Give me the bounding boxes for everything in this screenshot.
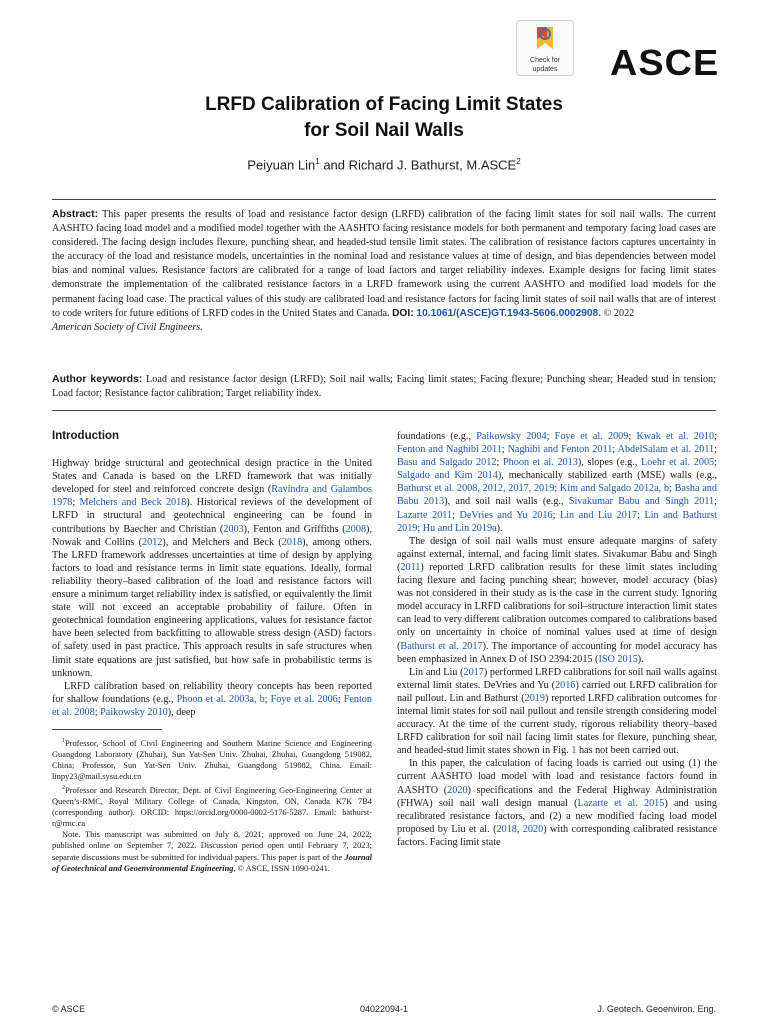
citation-link[interactable]: 2003 xyxy=(223,523,244,535)
badge-line-2: updates xyxy=(532,66,558,73)
note-text: , © ASCE, ISSN 1090-0241. xyxy=(233,863,330,873)
journal-name: Journal of Geotechnical and Geoenvironmental Engineering xyxy=(52,852,372,873)
text: ). xyxy=(496,522,503,534)
asce-logo: ASCE xyxy=(610,42,720,83)
citation-link[interactable]: Fenton et al. 2008 xyxy=(52,693,372,718)
keywords-label: Author keywords: xyxy=(52,373,143,385)
paragraph-1 xyxy=(52,457,372,680)
text: ), Nowak and Collins ( xyxy=(52,523,372,548)
text: ) with corresponding calibrated resistance factors. Facing limit state xyxy=(397,823,718,848)
paragraph-continued: foundations (e.g., Paikowsky 2004; Foye et al. 2009; Kwak et al. 2010; Fenton and Naghibi 2011; Naghibi and Fenton 2011; AbdelSalam et al. 2011; Basu and Salgado 2012; Phoon et al. 2013), slopes (e.g., Loehr et al. 2005; Salgado and Kim 2014), mechanically stabilized earth (MSE) walls (e.g., Bathurst et al. 2008, 2012, 2017, 2019; Kim and Salgado 2012a, b; Basha and Babu 2013), and soil nail walls (e.g., Sivakumar Babu and Singh 2011; Lazarte 2011; DeVries and Yu 2016; Lin and Liu 2017; Lin and Bathurst 2019; Hu and Lin 2019a). xyxy=(397,431,717,534)
text: ) carried out LRFD calibration for nail pullout. Lin and Bathurst ( xyxy=(397,679,718,704)
paragraph-2 xyxy=(52,680,372,719)
text: ), Fenton and Griffiths ( xyxy=(243,523,346,535)
citation-link[interactable]: 2008 xyxy=(345,523,367,535)
keywords-rule xyxy=(52,410,716,411)
author-keywords xyxy=(52,372,716,401)
footnote-2 xyxy=(52,783,372,830)
text: ). The importance of accounting for model accuracy has been emphasized in Annex D of ISO 2394:2015 ( xyxy=(397,640,717,665)
copyright: © 2022 xyxy=(601,307,635,319)
footnote-text: Professor, School of Civil Engineering and Southern Marine Science and Engineering Guangdong Laboratory (Zhuhai), Sun Yat-Sen Univ. Zhuhai, Zhuhai, Guangdong 519082, China; Professor, Sun Yat-Sen Univ. Zhuhai, Guangdong 519082, China. Email: linpy23@mail.sysu.edu.cn xyxy=(52,738,372,782)
author-1-sup: 1 xyxy=(315,157,320,166)
paragraph-5: In this paper, the calculation of facing loads is carried out using (1) the current AASHTO load model with load and resistance factors found in AASHTO (2020) specifications and the Federal Highway Administration (FHWA) soil nail wall design manual (Lazarte et al. 2015) and using recalibrated resistance factors, and (2) a new modified facing load model proposed by Liu et al. (2018, 2020) with corresponding calibrated resistance factors. Facing limit state xyxy=(397,758,718,848)
text: ) reported LRFD calibration outcomes for internal limit states for soil nail pullout and tensile strength considering model accuracy. At the time of the current study, rigorous reliability theory–based LRFD calibration for soil nail facing limit states for flexure, punching shear, and headed-stud limit states shown in Fig. xyxy=(397,692,717,757)
citation-link[interactable]: Loehr et al. 2005 xyxy=(641,457,715,469)
doi-label: DOI: xyxy=(392,307,414,319)
text: ) reported LRFD calibration results for these limit states including facing flexure and facing punching shear; however, model accuracy (bias) was not considered in their study as is the case in the current study. Ignoring model accuracy in LRFD calibrations for soil–structure interaction limit states can lead to very different calibration outcomes compared to calibrations based only on uncertainty in choice of nominal values used at time of design ( xyxy=(397,561,717,652)
text: ), and soil nail walls (e.g., xyxy=(444,496,569,508)
right-column xyxy=(397,430,717,849)
text: ; xyxy=(264,693,271,705)
check-for-updates-badge[interactable] xyxy=(516,20,574,76)
citation-link[interactable]: AbdelSalam et al. 2011 xyxy=(617,444,715,456)
citation-link[interactable]: Lazarte 2011 xyxy=(397,509,453,521)
text: Highway bridge structural and geotechnical design practice in the United States and Canada is based on the LRFD framework that was initially developed for steel and reinforced concrete design ( xyxy=(52,458,372,496)
footnote-rule xyxy=(52,729,162,730)
citation-link[interactable]: DeVries and Yu 2016 xyxy=(459,509,553,521)
citation-link[interactable]: Hu and Lin 2019a xyxy=(422,522,497,534)
text: ) and using recalibrated resistance factors, and (2) a new modified facing load model proposed by Liu et al. ( xyxy=(397,797,717,835)
section-heading-introduction: Introduction xyxy=(52,430,120,442)
text: LRFD calibration based on reliability theory concepts has been reported for shallow foundations (e.g., xyxy=(52,680,372,705)
citation-link[interactable]: Phoon et al. 2003a, b xyxy=(176,693,265,705)
top-rule xyxy=(52,199,716,200)
citation-link[interactable]: Lin and Bathurst 2019 xyxy=(397,509,717,534)
footer-journal: J. Geotech. Geoenviron. Eng. xyxy=(597,1004,716,1014)
paragraph-3 xyxy=(397,535,717,666)
citation-link[interactable]: 2018 xyxy=(281,536,303,548)
text: ), among others. The LRFD framework addresses uncertainties at time of design by applying factors to load and resistance terms in limit state equations. Ideally, formal reliability theory–based calibration of the load and resistance factors will ensure a minimum target reliability index is satisfied, or equivalently the limit state will not exceed an acceptable probability of failure. Often in geotechnical foundation engineering applications, values for resistance factor have been selected from backfitting to allowable stress design (ASD) factors of safety used in past practice. This approach results in safe structures when limit state equations are just satisfied, but how safe in probabilistic terms is unknown. xyxy=(52,536,372,679)
citation-link[interactable]: Paikowsky 2010 xyxy=(100,706,168,718)
text: ), deep xyxy=(167,706,196,718)
footnote-marker: 2 xyxy=(62,784,65,791)
footnote-1 xyxy=(52,736,372,783)
citation-link[interactable]: Paikowsky 2004 xyxy=(476,431,547,442)
left-column xyxy=(52,430,372,874)
citation-link[interactable]: Bathurst et al. 2017 xyxy=(400,640,483,652)
author-2-sup: 2 xyxy=(516,157,521,166)
footer-article-number: 04022094-1 xyxy=(359,1004,409,1014)
citation-link[interactable]: Sivakumar Babu and Singh 2011 xyxy=(568,496,715,508)
text: ), mechanically stabilized earth (MSE) walls (e.g., xyxy=(497,470,717,482)
citation-link[interactable]: Bathurst et al. 2008, 2012, 2017, 2019 xyxy=(397,483,555,495)
citation-link[interactable]: Kwak et al. 2010 xyxy=(636,431,715,442)
citation-link[interactable]: Fenton and Naghibi 2011 xyxy=(397,444,502,456)
footer-copyright: © ASCE xyxy=(52,1004,86,1014)
footnote-text: Professor and Research Director, Dept. of Civil Engineering Geo-Engineering Center at Queen’s-RMC, Royal Military College of Canada, Kingston, ON, Canada K7K 7B4 (corresponding author). ORCID: https://orcid.org/0000-0002-5176-5287. Email: bathurst-r@rmc.ca xyxy=(52,785,372,828)
citation-link[interactable]: ISO 2015 xyxy=(598,653,638,665)
text: ; xyxy=(94,706,101,718)
citation-link[interactable]: 2020 xyxy=(522,823,544,835)
citation-link[interactable]: Lazarte et al. 2015 xyxy=(577,797,665,809)
citation-link[interactable]: 2018 xyxy=(496,823,517,835)
paper-title xyxy=(0,92,768,144)
text: Lin and Liu ( xyxy=(409,666,464,678)
text: ), slopes (e.g., xyxy=(577,457,642,469)
citation-link[interactable]: Naghibi and Fenton 2011 xyxy=(507,444,613,456)
text: ). xyxy=(637,653,644,665)
text: foundations (e.g., xyxy=(397,431,477,442)
citation-link[interactable]: 2019 xyxy=(524,692,545,704)
title-line-2: for Soil Nail Walls xyxy=(304,120,464,141)
text: has not been carried out. xyxy=(576,745,679,757)
footnote-note xyxy=(52,829,372,874)
citation-link[interactable]: Lin and Liu 2017 xyxy=(559,509,638,521)
citation-link[interactable]: Melchers and Beck 2018 xyxy=(79,497,187,509)
paragraph-4 xyxy=(397,666,717,758)
note-text: Note. This manuscript was submitted on July 8, 2021; approved on June 24, 2022; published online on September 7, 2022. Discussion period open until February 7, 2023; separate discussions must be submitted for individual papers. This paper is part of the xyxy=(52,830,372,862)
abstract-text: This paper presents the results of load and resistance factor design (LRFD) calibration of the facing limit states for soil nail walls. The current AASHTO facing load model and a modified model together with the AASHTO facing resistance models for both permanent and temporary facing load cases are considered. The facing design includes flexure, punching shear, and headed-stud tensile limit states. The calibration of resistance factors captures uncertainty in the accuracy of the load and resistance models, uncertainties in the nominal load and resistance values at time of design, and bias dependencies between model bias and nominal values. Resistance factors are calibrated for a range of load factors and target reliability indexes. Example designs for facing limit states demonstrate the implementation of the calibrated resistance factors in a LRFD framework using the current AASHTO and modified load models for the permanent facing load case. The practical values of this study are calibrated load and resistance factors for facing limit states of soil nail walls that are of interest to code writers for future editions of LRFD codes in the United States and Canada. xyxy=(52,209,716,319)
badge-line-1: Check for xyxy=(530,57,560,64)
text: ). Historical reviews of the development of LRFD in structural and geotechnical engineering can be found in contributions by Baecher and Christian ( xyxy=(52,497,372,535)
abstract xyxy=(52,207,716,335)
author-line xyxy=(0,157,768,172)
text: The design of soil nail walls must ensure adequate margins of safety against external, internal, and facing limit states. Sivakumar Babu and Singh ( xyxy=(397,535,717,573)
citation-link[interactable]: Kim and Salgado 2012a, b xyxy=(559,483,670,495)
text: ), and Melchers and Beck ( xyxy=(162,536,282,548)
citation-link[interactable]: Foye et al. 2009 xyxy=(554,431,629,442)
text: ) specifications and the Federal Highway Administration (FHWA) soil nail wall design manual ( xyxy=(397,784,717,809)
citation-link[interactable]: Foye et al. 2006 xyxy=(270,693,338,705)
citation-link[interactable]: 2011 xyxy=(400,561,421,573)
figure-link[interactable]: 1 xyxy=(571,745,577,757)
citation-link[interactable]: 2012 xyxy=(142,536,163,548)
text: ; xyxy=(337,693,344,705)
author-1: Peiyuan Lin xyxy=(247,157,316,173)
citation-link[interactable]: Salgado and Kim 2014 xyxy=(397,470,498,482)
keywords-text: Load and resistance factor design (LRFD); Soil nail walls; Facing limit states; Facing flexure; Punching shear; Headed stud in tension; Load factor; Resistance factor calibration; Target reliability index. xyxy=(52,374,716,400)
copyright-holder: American Society of Civil Engineers. xyxy=(52,321,203,333)
citation-link[interactable]: Basu and Salgado 2012 xyxy=(397,457,497,469)
citation-link[interactable]: 2016 xyxy=(555,679,576,691)
footnote-marker: 1 xyxy=(62,737,65,744)
title-line-1: LRFD Calibration of Facing Limit States xyxy=(205,94,563,115)
abstract-label: Abstract: xyxy=(52,208,99,220)
text: ; xyxy=(72,497,80,509)
citation-link[interactable]: Basha and Babu 2013 xyxy=(397,483,717,508)
bookmark-icon xyxy=(534,25,556,51)
citation-link[interactable]: Ravindra and Galambos 1978 xyxy=(52,484,372,509)
doi-link[interactable]: 10.1061/(ASCE)GT.1943-5606.0002908. xyxy=(413,307,602,319)
author-2: and Richard J. Bathurst, M.ASCE xyxy=(319,157,517,173)
citation-link[interactable]: 2020 xyxy=(447,784,468,796)
citation-link[interactable]: Phoon et al. 2013 xyxy=(503,457,578,469)
text: ) performed LRFD calibrations for soil nail walls against external limit states. DeVries and Yu ( xyxy=(397,666,717,691)
citation-link[interactable]: 2017 xyxy=(463,666,484,678)
text: In this paper, the calculation of facing loads is carried out using (1) the current AASHTO load model with load and resistance factors found in AASHTO ( xyxy=(397,758,717,796)
